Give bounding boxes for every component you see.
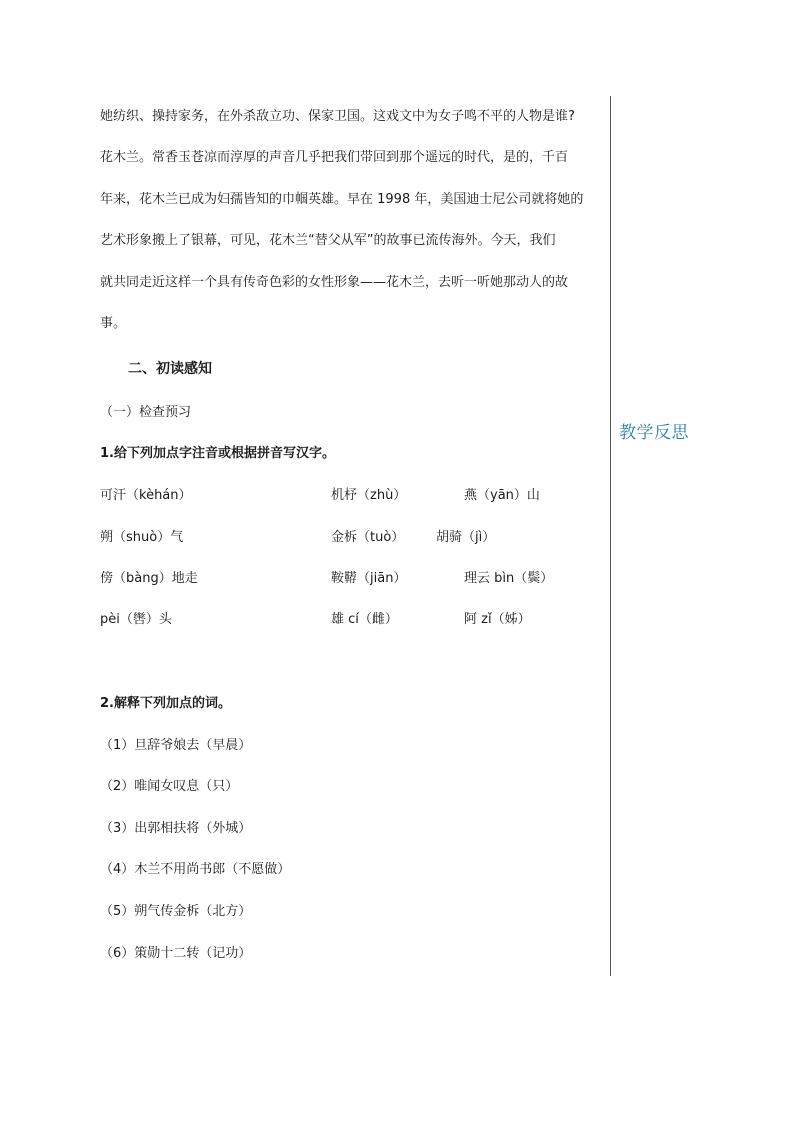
pinyin-item: 机杼（zhù） [331,488,407,503]
intro-line: 花木兰。常香玉苍凉而淳厚的声音几乎把我们带回到那个遥远的时代，是的，千百 [100,150,569,166]
pinyin-item: 胡骑（jì） [436,530,496,545]
pinyin-item: 阿 zǐ（姊） [464,612,531,627]
pinyin-item: 朔（shuò）气 [100,530,184,545]
pinyin-item: 鞍鞯（jiān） [331,571,407,586]
intro-line: 她纺织、操持家务，在外杀敌立功、保家卫国。这戏文中为女子鸣不平的人物是谁? [100,109,575,124]
subsection-heading: （一）检查预习 [100,405,192,420]
definition-item: （1）旦辞爷娘去（早晨） [100,738,252,753]
column-divider [610,96,611,976]
definition-item: （5）朔气传金柝（北方） [100,904,252,919]
pinyin-item: 燕（yān）山 [464,488,540,503]
section-heading: 二、初读感知 [128,361,212,377]
intro-paragraph [100,96,610,344]
definition-item: （6）策勋十二转（记功） [100,946,252,961]
question-2-title: 2.解释下列加点的词。 [100,696,231,711]
intro-line: 就共同走近这样一个具有传奇色彩的女性形象——花木兰，去听一听她那动人的故 [100,274,569,290]
definition-item: （4）木兰不用尚书郎（不愿做） [100,862,291,877]
intro-line: 年来，花木兰已成为妇孺皆知的巾帼英雄。早在 1998 年，美国迪士尼公司就将她的 [100,191,584,207]
pinyin-item: 雄 cí（雌） [331,612,398,627]
question-1-title: 1.给下列加点字注音或根据拼音写汉字。 [100,446,335,461]
pinyin-item: 理云 bìn（鬓） [464,571,554,586]
pinyin-item: pèi（辔）头 [100,612,172,627]
pinyin-item: 可汗（kèhán） [100,488,192,503]
teaching-reflection-label: 教学反思 [619,423,689,443]
intro-line: 事。 [100,316,127,332]
definition-item: （2）唯闻女叹息（只） [100,779,239,794]
pinyin-item: 金柝（tuò） [331,530,405,545]
pinyin-item: 傍（bàng）地走 [100,571,198,586]
intro-line: 艺术形象搬上了银幕，可见，花木兰“替父从军”的故事已流传海外。今天，我们 [100,233,556,249]
definition-item: （3）出郭相扶将（外城） [100,821,252,836]
